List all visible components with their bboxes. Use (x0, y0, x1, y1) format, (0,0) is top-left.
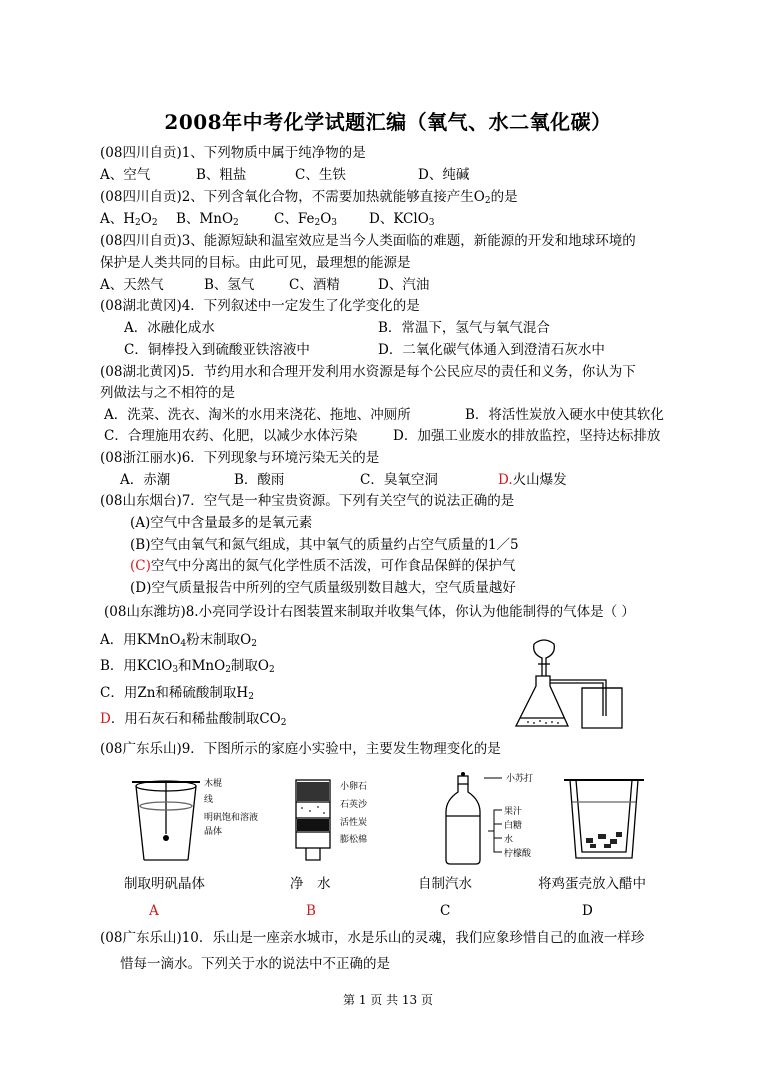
fig-c-letter: C (440, 903, 451, 919)
q3-option-a: A、天然气 (100, 277, 164, 293)
q8-option-d: D．用石灰石和稀盐酸制取$CO_2$ (100, 711, 287, 728)
q2-stem: (08四川自贡)2、下列含氧化合物，不需要加热就能够直接产生$O_2$的是 (100, 189, 518, 206)
q2-option-a: A、$H_2O_2$ (100, 211, 158, 228)
q8-stem: (08山东潍坊)8.小亮同学设计右图装置来制取并收集气体，你认为他能制得的气体是（ ） (104, 604, 635, 620)
fig-a-label-crystal: 晶体 (204, 827, 223, 837)
fig-a-label-solution: 明矾饱和溶液 (204, 813, 259, 823)
fig-b-letter: B (306, 903, 316, 919)
q8-answer-letter: D (100, 711, 111, 727)
page-footer: 第 1 页 共 13 页 (343, 993, 433, 1007)
fig-a-caption: 制取明矾晶体 (124, 876, 205, 892)
q7-option-d: (D)空气质量报告中所列的空气质量级别数目越大，空气质量越好 (130, 580, 516, 596)
q3-option-d: D、汽油 (378, 277, 430, 293)
q4-option-a: A．冰融化成水 (124, 320, 215, 336)
q2-option-c: C、$Fe_2O_3$ (274, 211, 337, 228)
q4-option-b: B．常温下，氢气与氧气混合 (378, 320, 550, 336)
q6-option-b: B．酸雨 (234, 472, 285, 488)
q6-option-d: D.火山爆发 (498, 472, 567, 488)
q1-option-c: C、生铁 (295, 167, 346, 183)
q2-option-b: B、MnO$_2$ (176, 211, 239, 228)
fig-b-label-sand: 石英沙 (340, 800, 368, 810)
q6-stem: (08浙江丽水)6．下列现象与环境污染无关的是 (100, 450, 380, 466)
q5-stem-line1: (08湖北黄冈)5．节约用水和合理开发利用水资源是每个公民应尽的责任和义务，你认为下 (100, 364, 636, 380)
q4-stem: (08湖北黄冈)4．下列叙述中一定发生了化学变化的是 (100, 298, 420, 314)
fig-a-label-stick: 木棍 (204, 779, 223, 789)
q8-option-c: C．用Zn和稀硫酸制取$H_2$ (100, 685, 254, 702)
q1-option-a: A、空气 (100, 167, 151, 183)
fig-b-label-pebbles: 小卵石 (340, 782, 368, 792)
fig-c-label-juice: 果汁 (504, 807, 523, 817)
q2-option-d: D、KClO$_3$ (369, 211, 435, 228)
q4-option-c: C．铜棒投入到硫酸亚铁溶液中 (124, 342, 310, 358)
figure-a-beaker (130, 776, 202, 866)
q5-option-c: C．合理施用农药、化肥，以减少水体污染 (104, 428, 358, 444)
q7-stem: (08山东烟台)7．空气是一种宝贵资源。下列有关空气的说法正确的是 (100, 493, 515, 509)
fig-a-label-thread: 线 (204, 795, 214, 805)
q10-stem-line1: (08广东乐山)10．乐山是一座亲水城市，水是乐山的灵魂，我们应象珍惜自己的血液一样珍 (100, 930, 645, 946)
fig-c-label-sugar: 白糖 (504, 821, 523, 831)
figure-c-bracket (484, 776, 504, 856)
q8-option-a: A．用KMnO$_4$粉末制取$O_2$ (100, 632, 257, 649)
q3-option-c: C、酒精 (289, 277, 340, 293)
q4-option-d: D．二氧化碳气体通入到澄清石灰水中 (378, 342, 605, 358)
q7-option-b: (B)空气由氧气和氮气组成，其中氧气的质量约占空气质量的1／5 (130, 537, 519, 553)
fig-c-label-citric-acid: 柠檬酸 (504, 849, 532, 859)
q6-option-a: A．赤潮 (120, 472, 171, 488)
q5-option-b: B．将活性炭放入硬水中使其软化 (465, 407, 664, 423)
figure-b-filter (292, 774, 334, 866)
q3-option-b: B、氢气 (204, 277, 255, 293)
fig-d-caption: 将鸡蛋壳放入醋中 (538, 876, 646, 892)
q5-option-a: A．洗菜、洗衣、淘米的水用来浇花、拖地、冲厕所 (104, 407, 411, 423)
fig-b-caption: 净 水 (290, 876, 331, 892)
q5-stem-line2: 列做法与之不相符的是 (100, 385, 235, 401)
q5-option-d: D．加强工业废水的排放监控，坚持达标排放 (393, 428, 661, 444)
q1-stem: (08四川自贡)1、下列物质中属于纯净物的是 (100, 145, 366, 161)
q7-option-c: (C)空气中分离出的氮气化学性质不活泼，可作食品保鲜的保护气 (130, 558, 516, 574)
fig-c-label-baking-soda: 小苏打 (506, 774, 534, 784)
figure-c-bottle (440, 772, 488, 868)
fig-a-letter: A (149, 903, 159, 919)
q7-option-a: (A)空气中含量最多的是氧元素 (130, 515, 313, 531)
q3-stem-line2: 保护是人类共同的目标。由此可见，最理想的能源是 (100, 255, 411, 271)
q10-stem-line2: 惜每一滴水。下列关于水的说法中不正确的是 (120, 956, 390, 972)
q1-option-b: B、粗盐 (196, 167, 247, 183)
figure-d-beaker (562, 776, 646, 862)
fig-c-caption: 自制汽水 (418, 876, 472, 892)
q6-option-c: C．臭氧空洞 (360, 472, 438, 488)
q1-option-d: D、纯碱 (418, 167, 470, 183)
page-title: 2008年中考化学试题汇编（氧气、水二氧化碳） (164, 110, 612, 134)
q7-answer-letter: (C) (130, 558, 151, 574)
q8-option-b: B．用KClO$_3$和MnO$_2$制取$O_2$ (100, 658, 275, 675)
gas-apparatus-figure (510, 636, 630, 732)
fig-b-label-cotton: 膨松棉 (340, 835, 368, 845)
fig-b-label-carbon: 活性炭 (340, 818, 368, 828)
q3-stem-line1: (08四川自贡)3、能源短缺和温室效应是当今人类面临的难题，新能源的开发和地球环境的 (100, 233, 636, 249)
q9-stem: (08广东乐山)9．下图所示的家庭小实验中，主要发生物理变化的是 (100, 741, 501, 757)
q6-answer-letter: D. (498, 472, 513, 488)
fig-d-letter: D (582, 903, 593, 919)
fig-c-label-water: 水 (504, 835, 514, 845)
